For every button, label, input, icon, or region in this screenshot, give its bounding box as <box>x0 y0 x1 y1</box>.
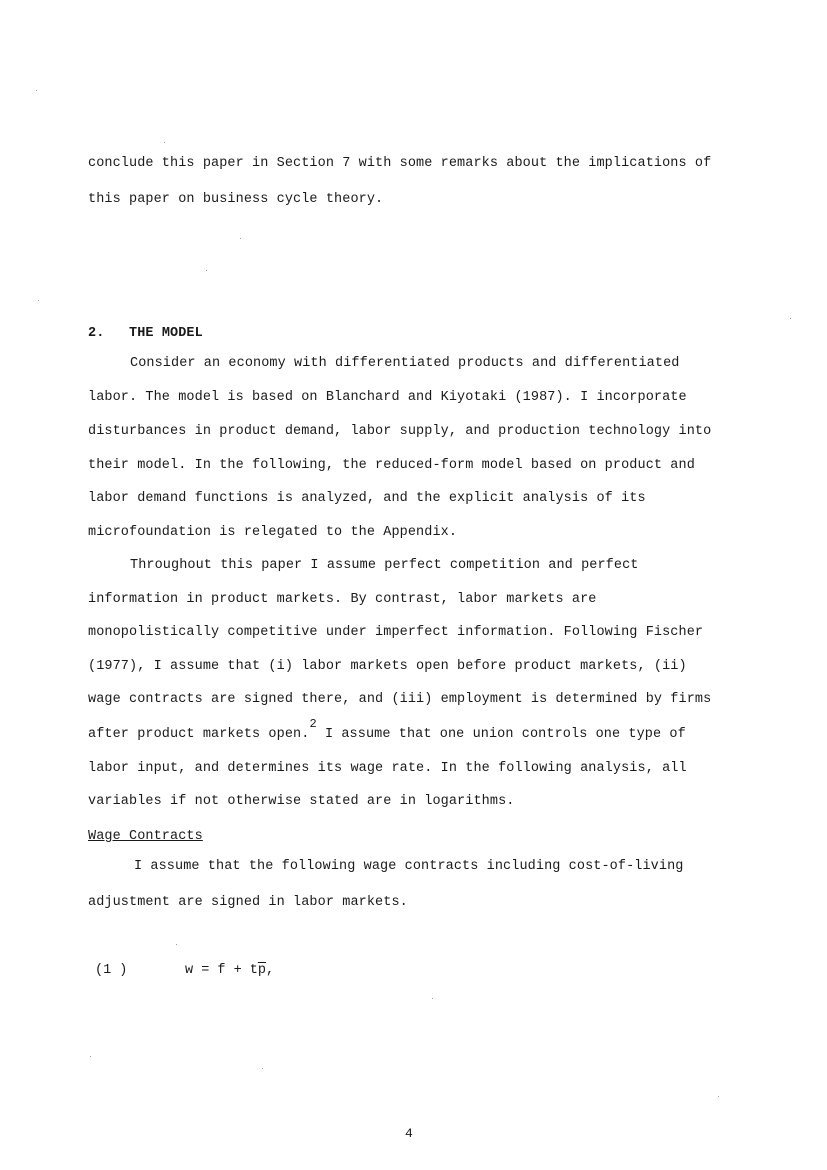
para1-line-1: Consider an economy with differentiated products and differentiated <box>130 356 680 371</box>
para2-line-7: labor input, and determines its wage rate. In the following analysis, all <box>88 761 687 776</box>
para1-line-5: labor demand functions is analyzed, and the explicit analysis of its <box>88 491 646 506</box>
equation-tail: , <box>266 963 275 978</box>
para2-line-2: information in product markets. By contrast, labor markets are <box>88 592 597 607</box>
intro-line-2: this paper on business cycle theory. <box>88 192 384 207</box>
para3-line-2: adjustment are signed in labor markets. <box>88 895 408 910</box>
page-number: 4 <box>405 1126 413 1141</box>
scan-speck <box>432 998 433 999</box>
para1-line-6: microfoundation is relegated to the Appendix. <box>88 525 458 540</box>
scan-speck <box>240 238 241 239</box>
scan-speck <box>176 944 177 945</box>
scan-speck <box>206 270 207 271</box>
scan-speck <box>36 90 37 91</box>
scan-speck <box>164 142 165 143</box>
equation-body <box>185 963 274 978</box>
para2-line-1: Throughout this paper I assume perfect competition and perfect <box>130 558 639 573</box>
para1-line-4: their model. In the following, the reduced-form model based on product and <box>88 458 695 473</box>
scan-speck <box>718 1096 719 1097</box>
para3-line-1: I assume that the following wage contracts including cost-of-living <box>134 859 684 874</box>
equation-label: (1 ) <box>95 963 128 978</box>
para1-line-2: labor. The model is based on Blanchard and Kiyotaki (1987). I incorporate <box>88 390 687 405</box>
para2-line-6-before: after product markets open. <box>88 727 310 742</box>
para2-line-8: variables if not otherwise stated are in logarithms. <box>88 794 515 809</box>
para2-line-3: monopolistically competitive under imperfect information. Following Fischer <box>88 625 704 640</box>
para1-line-3: disturbances in product demand, labor supply, and production technology into <box>88 424 712 439</box>
scan-speck <box>90 1056 91 1057</box>
equation-lhs: w = f + t <box>185 963 258 978</box>
scan-speck <box>38 300 39 301</box>
equation-pbar: $\overline{p}$ <box>257 963 267 978</box>
para2-line-6 <box>88 717 686 742</box>
section-title: THE MODEL <box>129 326 203 341</box>
scan-speck <box>262 1068 263 1069</box>
para2-line-4: (1977), I assume that (i) labor markets open before product markets, (ii) <box>88 659 687 674</box>
intro-line-1: conclude this paper in Section 7 with some remarks about the implications of <box>88 156 712 171</box>
section-number: 2. <box>88 326 105 341</box>
scan-speck <box>790 318 791 319</box>
para2-line-5: wage contracts are signed there, and (iii) employment is determined by firms <box>88 692 712 707</box>
subsection-title: Wage Contracts <box>88 829 203 844</box>
para2-line-6-after: I assume that one union controls one type of <box>316 727 686 742</box>
footnote-mark: 2 <box>309 717 317 731</box>
section-heading <box>88 326 203 341</box>
